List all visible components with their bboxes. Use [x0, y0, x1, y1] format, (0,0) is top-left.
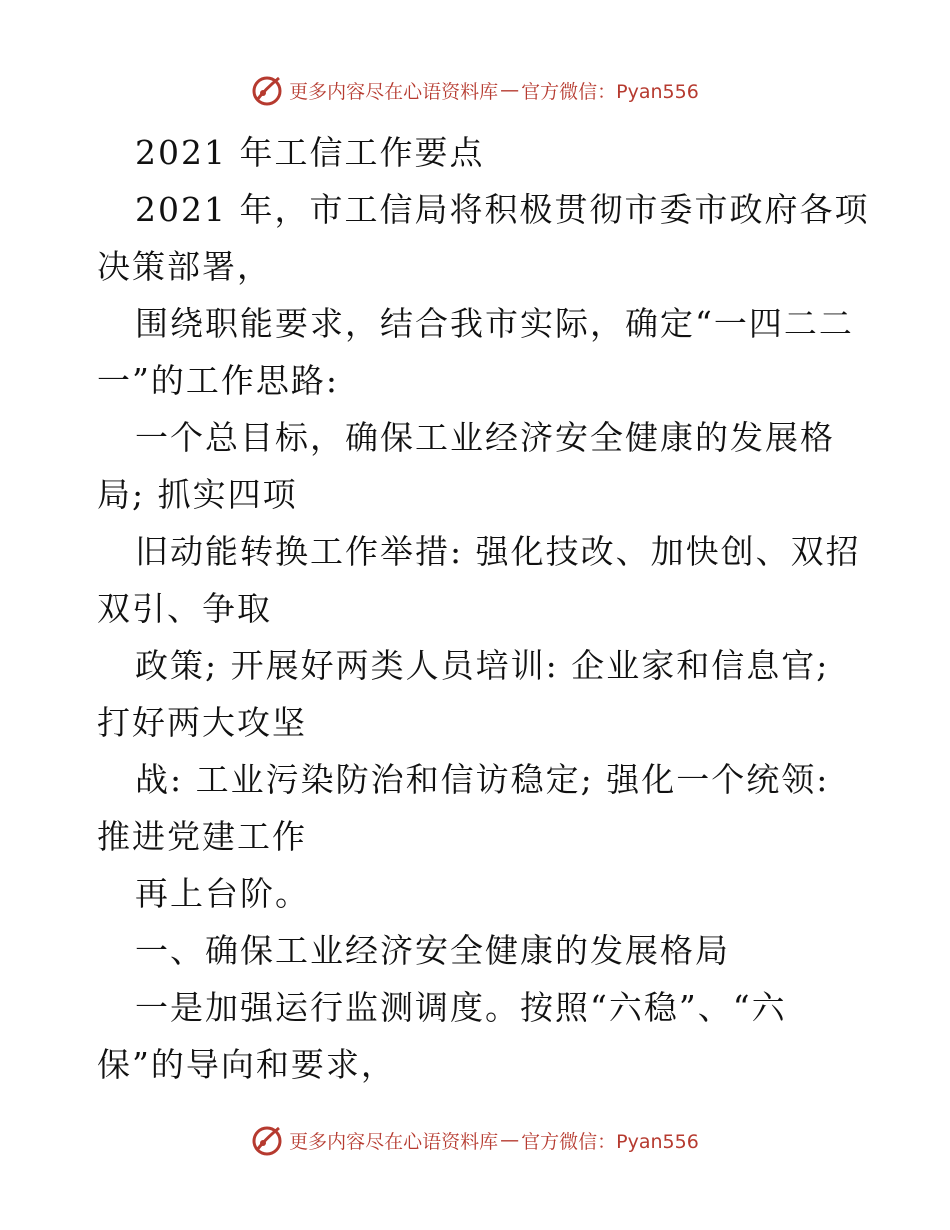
paragraph-line: 一”的工作思路: [97, 361, 339, 400]
paragraph-line: 围绕职能要求，结合我市实际，确定“一四二二 [135, 304, 854, 343]
section-heading: 一、确保工业经济安全健康的发展格局 [135, 931, 730, 970]
paragraph-line: 一是加强运行监测调度。按照“六稳”、“六 [135, 988, 787, 1027]
paragraph-line: 保”的导向和要求， [97, 1045, 396, 1084]
watermark-separator: — [500, 79, 520, 101]
watermark-text: 更多内容尽在心语资料库 [289, 1130, 499, 1153]
paragraph-line: 旧动能转换工作举措: 强化技改、加快创、双招 [135, 532, 861, 571]
paragraph-line: 双引、争取 [97, 589, 272, 628]
footer-watermark [0, 1120, 950, 1160]
paragraph-line: 一个总目标，确保工业经济安全健康的发展格 [135, 418, 835, 457]
ink-brush-logo-icon [251, 1124, 283, 1156]
watermark-text: 更多内容尽在心语资料库 [289, 80, 499, 103]
paragraph-line: 2021 年，市工信局将积极贯彻市委市政府各项 [135, 190, 870, 229]
document-body [97, 124, 870, 1093]
paragraph-line: 推进党建工作 [97, 817, 307, 856]
ink-brush-logo-icon [251, 74, 283, 106]
watermark-separator: — [500, 1129, 520, 1151]
paragraph-line: 决策部署， [97, 247, 272, 286]
paragraph-line: 政策; 开展好两类人员培训: 企业家和信息官; [135, 646, 830, 685]
header-watermark [0, 70, 950, 110]
document-title: 2021 年工信工作要点 [135, 133, 485, 172]
paragraph-line: 战: 工业污染防治和信访稳定; 强化一个统领: [135, 760, 830, 799]
paragraph-line: 局; 抓实四项 [97, 475, 298, 514]
watermark-contact: 官方微信：Pyan556 [521, 80, 699, 103]
paragraph-line: 再上台阶。 [135, 874, 310, 913]
paragraph-line: 打好两大攻坚 [97, 703, 307, 742]
watermark-contact: 官方微信：Pyan556 [521, 1130, 699, 1153]
